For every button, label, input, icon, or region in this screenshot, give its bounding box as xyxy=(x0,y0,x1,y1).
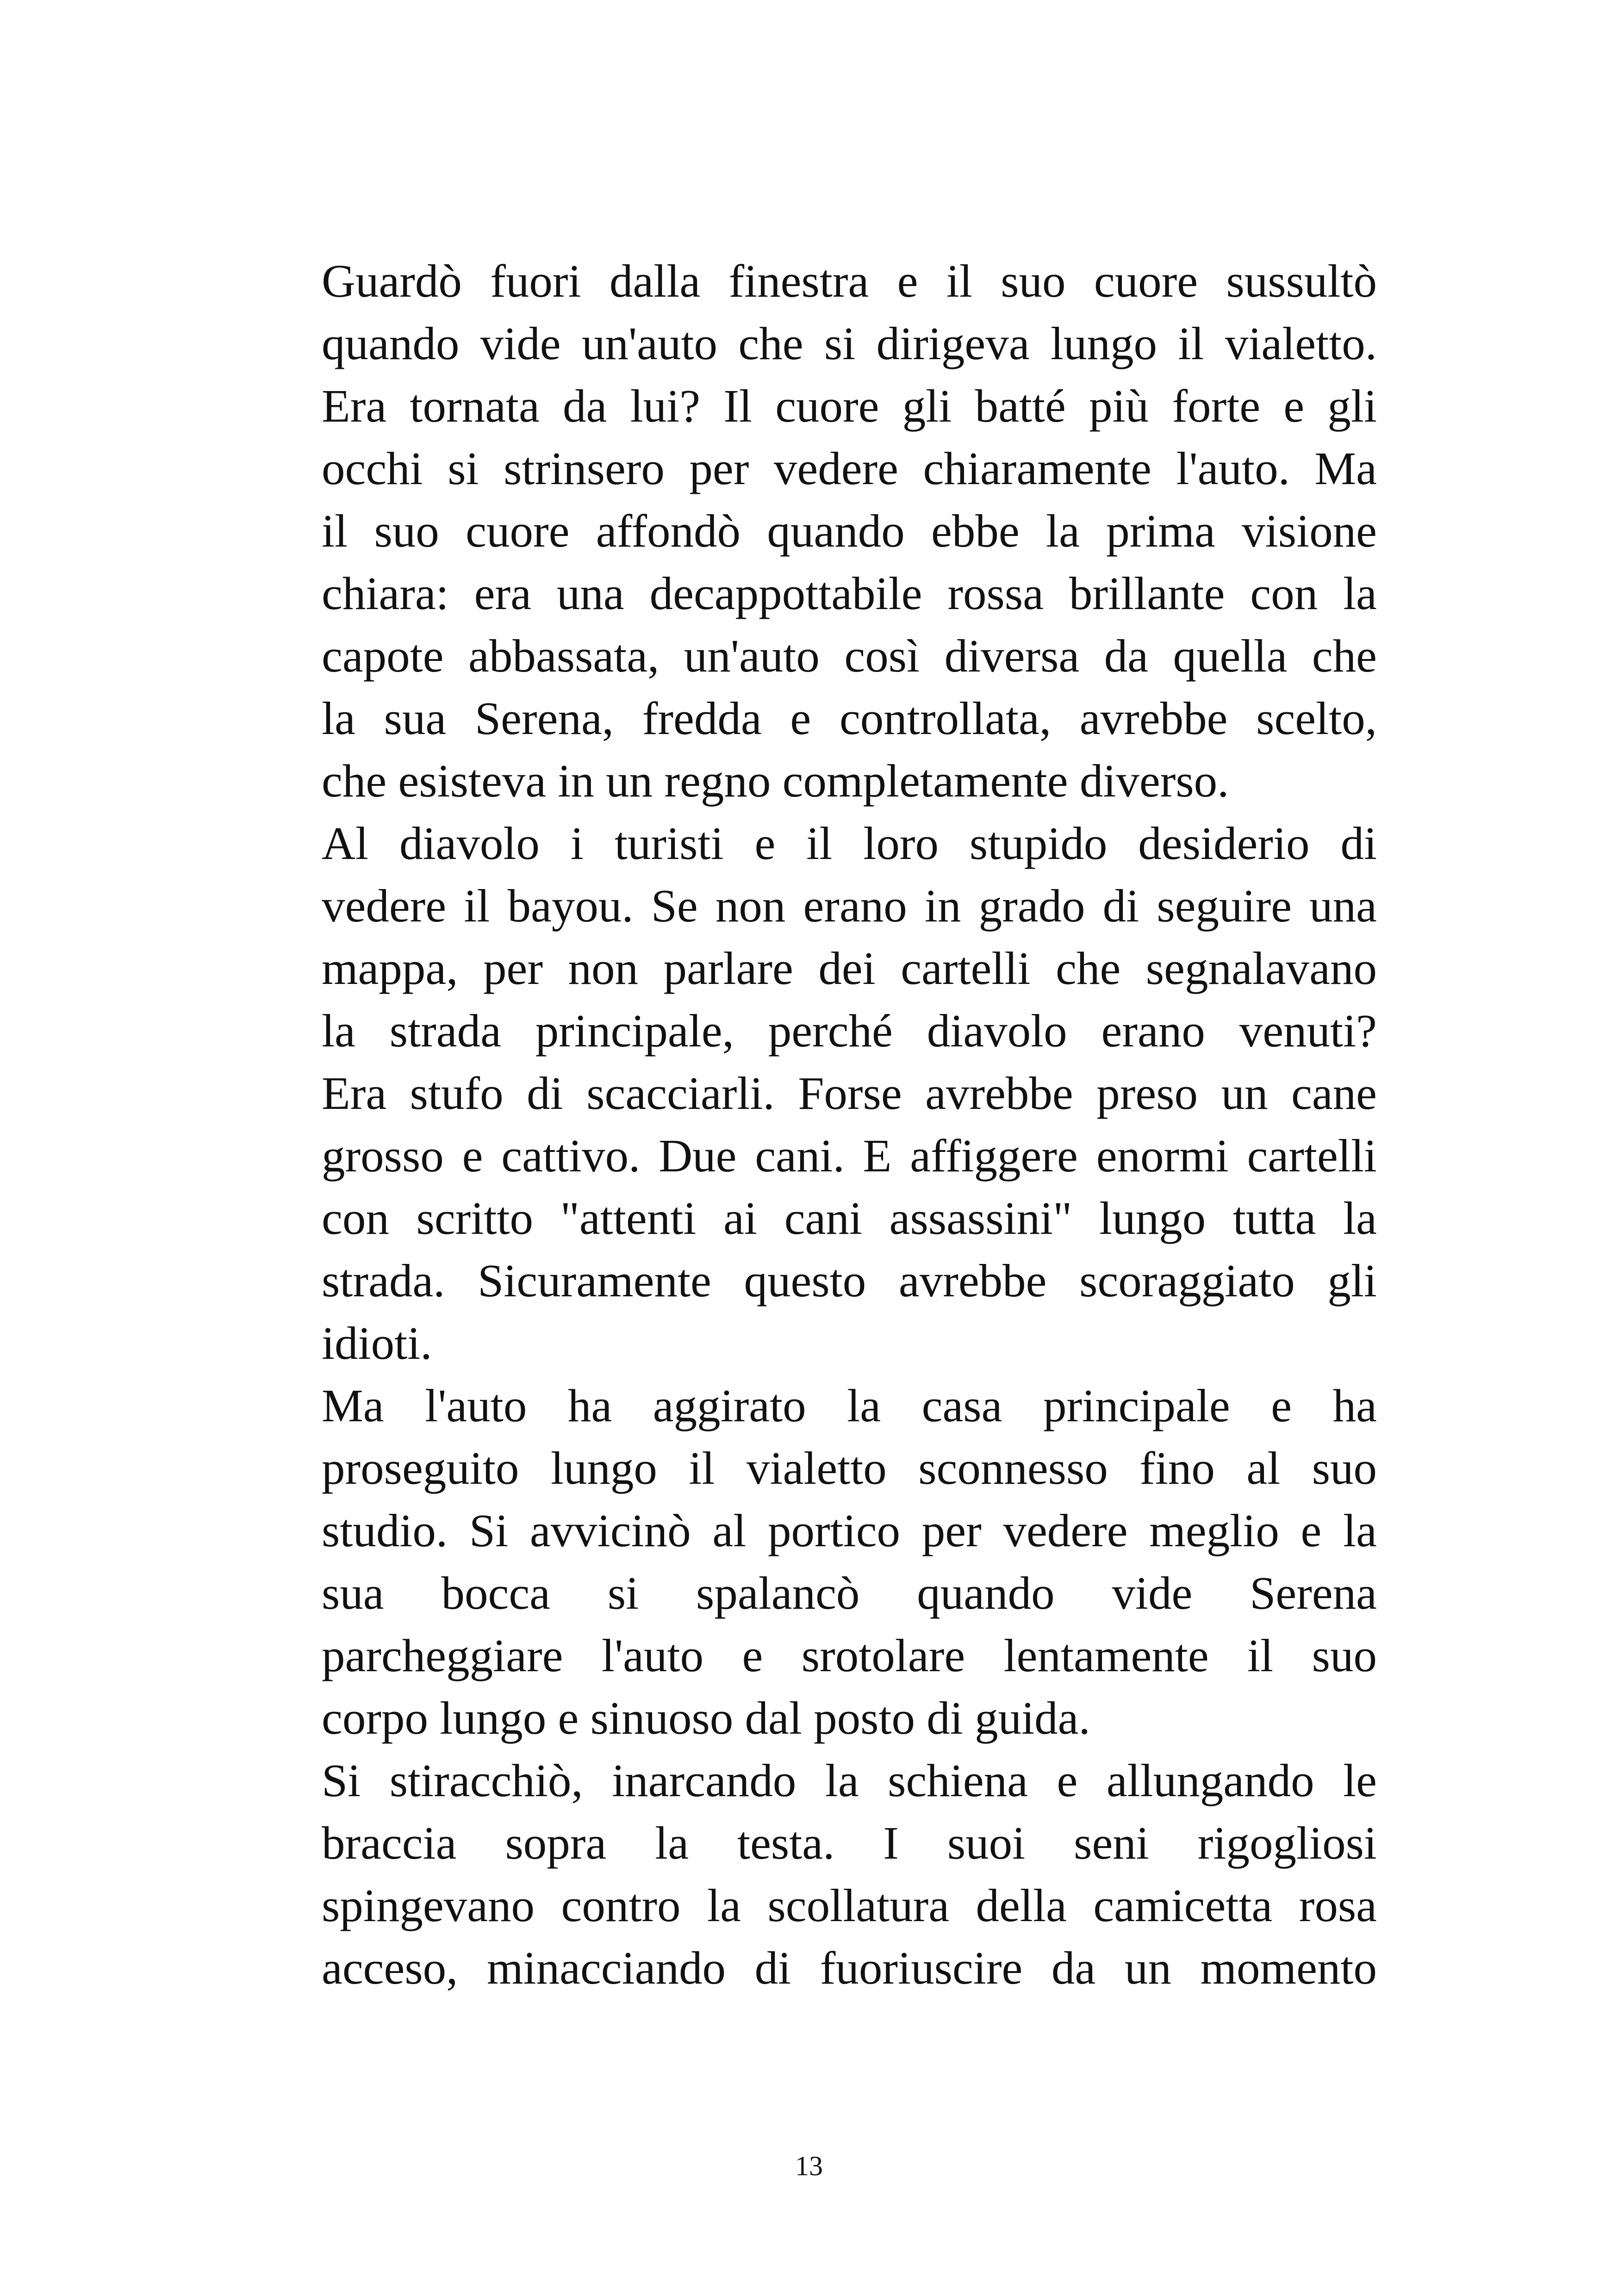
text-line: il suo cuore affondò quando ebbe la prima visione xyxy=(322,505,1377,557)
text-line: occhi si strinsero per vedere chiaramente l'auto. Ma xyxy=(322,442,1377,494)
text-line: che esisteva in un regno completamente diverso. xyxy=(322,755,1229,807)
text-line: studio. Si avvicinò al portico per vedere meglio e la xyxy=(322,1505,1377,1556)
text-line: Era stufo di scacciarli. Forse avrebbe preso un cane xyxy=(322,1067,1377,1119)
text-line: grosso e cattivo. Due cani. E affiggere enormi cartelli xyxy=(322,1130,1377,1182)
text-line: quando vide un'auto che si dirigeva lungo il vialetto. xyxy=(322,317,1377,369)
text-line: braccia sopra la testa. I suoi seni rigogliosi xyxy=(322,1817,1377,1869)
text-line: parcheggiare l'auto e srotolare lentamente il suo xyxy=(322,1630,1377,1681)
text-line: corpo lungo e sinuoso dal posto di guida. xyxy=(322,1692,1090,1744)
text-line: proseguito lungo il vialetto sconnesso fino al suo xyxy=(322,1442,1377,1494)
text-line: la strada principale, perché diavolo erano venuti? xyxy=(322,1005,1377,1057)
text-line: Era tornata da lui? Il cuore gli batté più forte e gli xyxy=(322,380,1377,432)
text-line: acceso, minacciando di fuoriuscire da un momento xyxy=(322,1942,1377,1994)
text-line: idioti. xyxy=(322,1317,432,1369)
text-line: Al diavolo i turisti e il loro stupido desiderio di xyxy=(322,817,1377,869)
text-line: chiara: era una decappottabile rossa brillante con la xyxy=(322,567,1377,619)
text-line: mappa, per non parlare dei cartelli che segnalavano xyxy=(322,942,1377,994)
text-line: con scritto "attenti ai cani assassini" lungo tutta la xyxy=(322,1192,1377,1244)
text-line: spingevano contro la scollatura della camicetta rosa xyxy=(322,1879,1377,1931)
text-line: Si stiracchiò, inarcando la schiena e allungando le xyxy=(322,1755,1377,1806)
text-line: la sua Serena, fredda e controllata, avrebbe scelto, xyxy=(322,692,1377,744)
page-number: 13 xyxy=(795,2151,823,2181)
paragraph xyxy=(322,1375,1377,1749)
text-line: vedere il bayou. Se non erano in grado di seguire una xyxy=(322,880,1377,932)
page-body xyxy=(322,250,1377,1999)
text-line: Ma l'auto ha aggirato la casa principale e ha xyxy=(322,1380,1377,1431)
paragraph xyxy=(322,812,1377,1375)
paragraph xyxy=(322,1749,1377,1999)
text-line: Guardò fuori dalla finestra e il suo cuore sussultò xyxy=(322,255,1377,307)
text-line: sua bocca si spalancò quando vide Serena xyxy=(322,1567,1377,1619)
paragraph xyxy=(322,250,1377,812)
text-line: strada. Sicuramente questo avrebbe scoraggiato gli xyxy=(322,1255,1377,1307)
text-line: capote abbassata, un'auto così diversa da quella che xyxy=(322,630,1377,682)
